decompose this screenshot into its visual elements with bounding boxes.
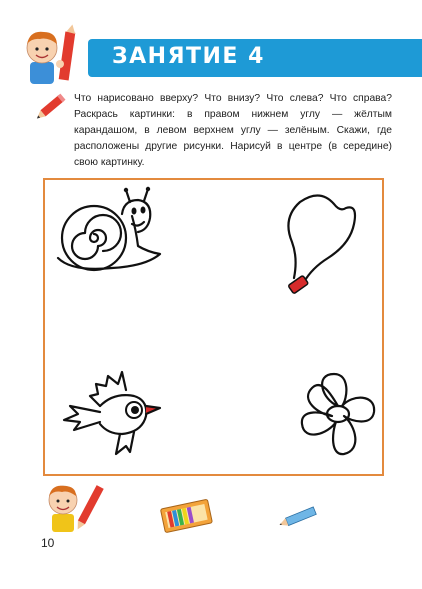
blue-pencil-icon bbox=[276, 504, 322, 530]
red-pencil-icon bbox=[36, 90, 70, 120]
page-number: 10 bbox=[41, 536, 55, 550]
snail-picture[interactable] bbox=[52, 186, 172, 280]
bird-picture[interactable] bbox=[60, 362, 164, 458]
pencil-box-icon bbox=[156, 494, 216, 534]
boy-with-pencil-icon bbox=[38, 480, 108, 532]
boy-with-pencil-icon bbox=[18, 24, 84, 88]
flower-picture[interactable] bbox=[298, 370, 378, 464]
instructions-text: Что нарисовано вверху? Что внизу? Что слева? Что справа? Раскрась картинки: в правом нижнем углу — жёлтым карандашом, в левом верхнем углу — зелёным. Скажи, где расположены другие рисунки. Нарисуй в центре (в середине) свою картинку. bbox=[74, 93, 392, 168]
balloon-picture[interactable] bbox=[280, 188, 360, 298]
lesson-title: ЗАНЯТИЕ 4 bbox=[112, 44, 265, 69]
